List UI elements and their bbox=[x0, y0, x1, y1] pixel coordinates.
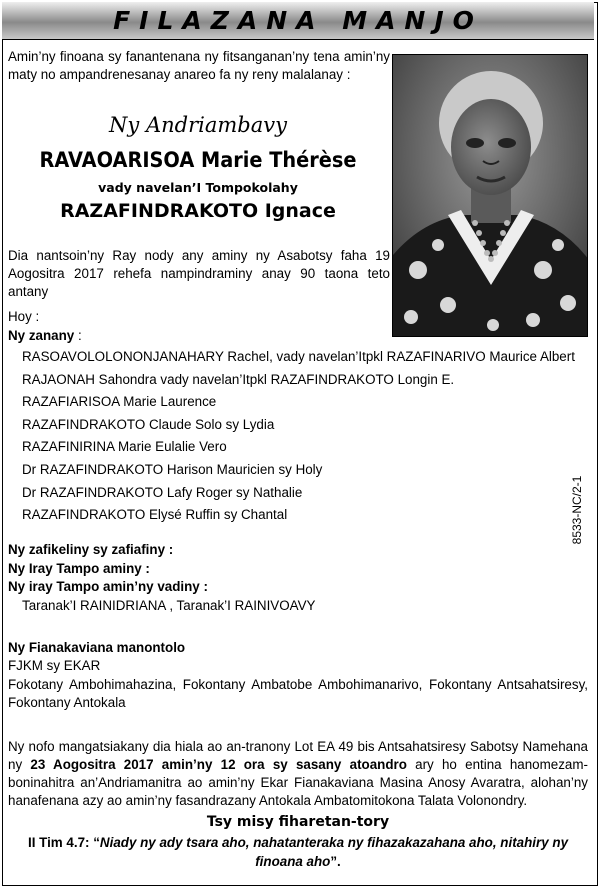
list-item: Dr RAZAFINDRAKOTO Harison Mauricien sy Holy bbox=[22, 461, 323, 477]
children-label: Ny zanany bbox=[8, 328, 75, 343]
children-colon: : bbox=[74, 328, 82, 343]
spouse-name: RAZAFINDRAKOTO Ignace bbox=[60, 200, 336, 222]
list-item: RAZAFIARISOA Marie Laurence bbox=[22, 394, 217, 410]
list-item: RASOAVOLOLONONJANAHARY Rachel, vady navelan’Itpkl RAZAFINARIVO Maurice Albert bbox=[22, 349, 575, 364]
fokontany-list: Fokotany Ambohimahazina, Fokontany Ambatobe Ambohimanarivo, Fokontany Antsahatsiresy, Fokontany Antokala bbox=[8, 677, 588, 710]
verse-text: Niady ny ady tsara aho, nahatanteraka ny fihazakazahana aho, nitahiry ny finoana aho bbox=[99, 835, 569, 869]
list-item: Dr RAZAFINDRAKOTO Lafy Roger sy Nathalie bbox=[22, 484, 303, 500]
deceased-name: RAVAOARISOA Marie Thérèse bbox=[39, 148, 357, 172]
list-item: RAZAFINDRAKOTO Elysé Ruffin sy Chantal bbox=[22, 507, 288, 523]
church-names: FJKM sy EKAR bbox=[8, 658, 101, 673]
siblings-label: Ny Iray Tampo aminy : bbox=[8, 560, 150, 576]
list-item: RAZAFINIRINA Marie Eulalie Vero bbox=[22, 439, 227, 455]
deceased-title: Ny Andriambavy bbox=[109, 113, 287, 137]
funeral-date: 23 Aogositra 2017 amin’ny 12 ora sy sasany atoandro bbox=[30, 757, 407, 772]
list-item: RAZAFINDRAKOTO Claude Solo sy Lydia bbox=[22, 416, 275, 432]
family-heading: Ny Fianakaviana manontolo bbox=[8, 640, 186, 655]
funeral-text-end: ary ho entina hanomezam-boninahitra an’Andriamanitra ao amin’ny Ekar Fianakaviana Masina Anosy Avaratra, alohan’ny hanafenana azy ao amin’ny fasandrazany Antokala Ambatomitokona Talata Volonondry. bbox=[8, 757, 588, 808]
no-flowers-note: Tsy misy fiharetan-tory bbox=[206, 814, 390, 830]
intro-text: Amin’ny finoana sy fanantenana ny fitsanganan’ny tena amin’ny maty no ampandrenesanay anareo fa ny reny malalanay : bbox=[8, 49, 390, 82]
header-bar bbox=[2, 2, 594, 40]
spouse-siblings-names: Taranak’I RAINIDRIANA , Taranak’I RAINIVOAVY bbox=[22, 598, 316, 613]
hoy-label: Hoy : bbox=[8, 309, 40, 324]
header-title: FILAZANA MANJO bbox=[113, 6, 483, 35]
spouse-label: vady navelan’I Tompokolahy bbox=[98, 180, 298, 195]
verse-end: ”. bbox=[330, 854, 341, 869]
bible-verse bbox=[8, 833, 588, 871]
spouse-siblings-label: Ny iray Tampo amin’ny vadiny : bbox=[8, 579, 208, 594]
funeral-text-start: Ny nofo mangatsiakany dia hiala ao an-tranony Lot EA 49 bis Antsahatsiresy Sabotsy Namehana ny bbox=[8, 739, 588, 772]
verse-ref: II Tim 4.7: “ bbox=[27, 835, 100, 850]
reference-text: 8533-NC/2-1 bbox=[570, 475, 584, 545]
grandchildren-label: Ny zafikeliny sy zafiafiny : bbox=[8, 542, 174, 557]
death-notice: Dia nantsoin’ny Ray nody any aminy ny Asabotsy faha 19 Aogositra 2017 rehefa nampindraminy anay 90 taona teto antany bbox=[8, 248, 390, 299]
portrait-image bbox=[393, 55, 588, 337]
children-list bbox=[22, 348, 592, 529]
funeral-details bbox=[8, 738, 588, 810]
relatives-block bbox=[8, 541, 588, 597]
list-item: RAJAONAH Sahondra vady navelan’Itpkl RAZAFINDRAKOTO Longin E. bbox=[22, 371, 455, 387]
children-heading bbox=[8, 327, 82, 345]
reference-code bbox=[566, 470, 588, 550]
portrait-photo bbox=[392, 54, 588, 337]
